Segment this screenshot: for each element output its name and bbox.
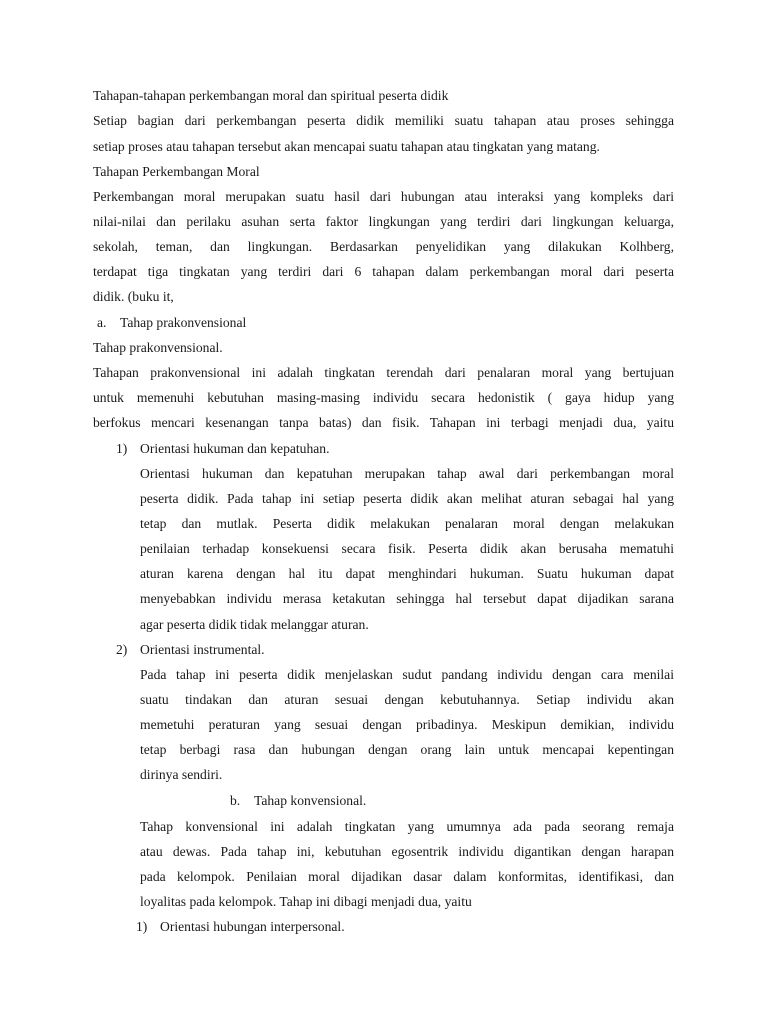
moral-para-line-1: Perkembangan moral merupakan suatu hasil dari hubungan atau interaksi yang kompleks dari bbox=[93, 189, 674, 204]
section-b-label: Tahap konvensional. bbox=[254, 793, 367, 808]
b-para-line-2: atau dewas. Pada tahap ini, kebutuhan egosentrik individu digantikan dengan harapan bbox=[140, 844, 674, 859]
a-para-line-1: Tahapan prakonvensional ini adalah tingkatan terendah dari penalaran moral yang bertujuan bbox=[93, 365, 674, 380]
b-para-line-1: Tahap konvensional ini adalah tingkatan yang umumnya ada pada seorang remaja bbox=[140, 819, 674, 834]
section-a-subtitle: Tahap prakonvensional. bbox=[93, 340, 223, 355]
a-item1-line-4: penilaian terhadap konsekuensi secara fisik. Peserta didik akan berusaha mematuhi bbox=[140, 541, 674, 556]
moral-heading: Tahapan Perkembangan Moral bbox=[93, 164, 260, 179]
a-item1-line-7: agar peserta didik tidak melanggar aturan. bbox=[140, 617, 369, 632]
a-para-line-2: untuk memenuhi kebutuhan masing-masing individu secara hedonistik ( gaya hidup yang bbox=[93, 390, 674, 405]
b-para-line-4: loyalitas pada kelompok. Tahap ini dibagi menjadi dua, yaitu bbox=[140, 894, 472, 909]
moral-para-line-3: sekolah, teman, dan lingkungan. Berdasarkan penyelidikan yang dilakukan Kolhberg, bbox=[93, 239, 674, 254]
moral-para-line-5: didik. (buku it, bbox=[93, 289, 174, 304]
section-a-marker: a. bbox=[97, 315, 107, 330]
intro-line-1: Setiap bagian dari perkembangan peserta didik memiliki suatu tahapan atau proses sehingga bbox=[93, 113, 674, 128]
a-item1-line-6: menyebabkan individu merasa ketakutan sehingga hal tersebut dapat dijadikan sarana bbox=[140, 591, 674, 606]
moral-para-line-2: nilai-nilai dan perilaku asuhan serta faktor lingkungan yang terdiri dari lingkungan keluarga, bbox=[93, 214, 674, 229]
intro-line-2: setiap proses atau tahapan tersebut akan mencapai suatu tahapan atau tingkatan yang matang. bbox=[93, 139, 600, 154]
a-item2-line-2: suatu tindakan dan aturan sesuai dengan kebutuhannya. Setiap individu akan bbox=[140, 692, 674, 707]
document-title: Tahapan-tahapan perkembangan moral dan spiritual peserta didik bbox=[93, 88, 449, 103]
a-item1-line-3: tetap dan mutlak. Peserta didik melakukan penalaran moral dengan melakukan bbox=[140, 516, 674, 531]
section-b-marker: b. bbox=[230, 793, 241, 808]
a-item1-label: Orientasi hukuman dan kepatuhan. bbox=[140, 441, 330, 456]
a-item2-line-1: Pada tahap ini peserta didik menjelaskan sudut pandang individu dengan cara menilai bbox=[140, 667, 674, 682]
a-item2-label: Orientasi instrumental. bbox=[140, 642, 265, 657]
a-item1-line-5: aturan karena dengan hal itu dapat menghindari hukuman. Suatu hukuman dapat bbox=[140, 566, 674, 581]
a-item2-marker: 2) bbox=[116, 642, 128, 657]
a-item2-line-5: dirinya sendiri. bbox=[140, 767, 223, 782]
moral-para-line-4: terdapat tiga tingkatan yang terdiri dari 6 tahapan dalam perkembangan moral dari peserta bbox=[93, 264, 674, 279]
section-a-label: Tahap prakonvensional bbox=[120, 315, 247, 330]
a-item2-line-4: tetap berbagi rasa dan hubungan dengan orang lain untuk mencapai kepentingan bbox=[140, 742, 674, 757]
a-para-line-3: berfokus mencari kesenangan tanpa batas) dan fisik. Tahapan ini terbagi menjadi dua, yaitu bbox=[93, 415, 674, 430]
a-item1-line-1: Orientasi hukuman dan kepatuhan merupakan tahap awal dari perkembangan moral bbox=[140, 466, 674, 481]
a-item2-line-3: memetuhi peraturan yang sesuai dengan pribadinya. Meskipun demikian, individu bbox=[140, 717, 674, 732]
b-para-line-3: pada kelompok. Penilaian moral dijadikan dasar dalam konformitas, identifikasi, dan bbox=[140, 869, 674, 884]
a-item1-marker: 1) bbox=[116, 441, 128, 456]
a-item1-line-2: peserta didik. Pada tahap ini setiap peserta didik akan melihat aturan sebagai hal yang bbox=[140, 491, 674, 506]
b-item1-marker: 1) bbox=[136, 919, 148, 934]
b-item1-label: Orientasi hubungan interpersonal. bbox=[160, 919, 345, 934]
